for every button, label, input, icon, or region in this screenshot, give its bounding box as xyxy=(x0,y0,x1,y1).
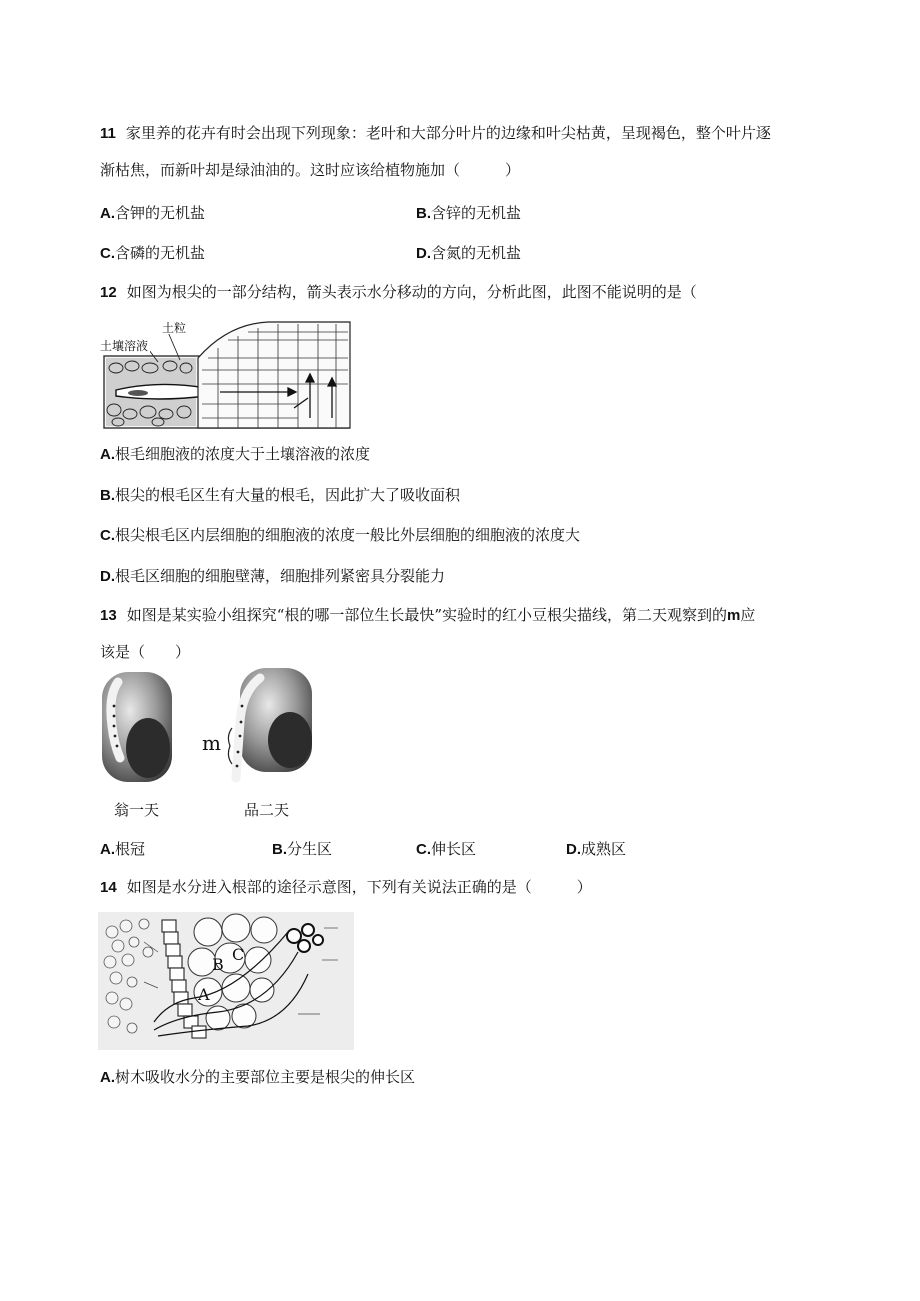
q11-option-b-text: 含锌的无机盐 xyxy=(431,204,522,222)
q12-option-c-text: 根尖根毛区内层细胞的细胞液的浓度一般比外层细胞的细胞液的浓度大 xyxy=(115,526,581,544)
water-path-diagram xyxy=(98,912,354,1050)
q13-option-b-label: B. xyxy=(272,841,287,858)
q11-stem-line1: 家里养的花卉有时会出现下列现象：老叶和大部分叶片的边缘和叶尖枯黄，呈现褐色，整个叶片逐 xyxy=(125,124,771,142)
q11-option-c-label: C. xyxy=(100,245,115,262)
q12-option-b-text: 根尖的根毛区生有大量的根毛，因此扩大了吸收面积 xyxy=(115,486,461,504)
q13-option-a-label: A. xyxy=(100,841,115,858)
caption-day-two: 品二天 xyxy=(244,801,290,819)
q14-option-a-text: 树木吸收水分的主要部位主要是根尖的伸长区 xyxy=(115,1068,416,1086)
q13-option-b-text: 分生区 xyxy=(287,840,333,858)
q12-option-b-label: B. xyxy=(100,487,115,504)
q13-number: 13 xyxy=(100,607,117,624)
q14-option-a-label: A. xyxy=(100,1069,115,1086)
q11-option-b-label: B. xyxy=(416,205,431,222)
q12-option-c-label: C. xyxy=(100,527,115,544)
q12-number: 12 xyxy=(100,284,117,301)
q13-option-d-text: 成熟区 xyxy=(581,840,627,858)
q14-stem-text: 如图是水分进入根部的途径示意图，下列有关说法正确的是（ ） xyxy=(126,878,592,896)
q13-option-d[interactable] xyxy=(566,838,626,859)
q11-option-c[interactable] xyxy=(100,242,205,263)
q13-stem-line1: 如图是某实验小组探究“根的哪一部位生长最快”实验时的红小豆根尖描线，第二天观察到的 xyxy=(126,606,728,624)
q11-option-a[interactable] xyxy=(100,202,205,223)
q11-option-b[interactable] xyxy=(416,202,521,223)
q13-option-c[interactable] xyxy=(416,838,476,859)
q12-option-b[interactable] xyxy=(100,484,460,505)
q12-option-d[interactable] xyxy=(100,565,445,586)
q14-number: 14 xyxy=(100,879,117,896)
q12-option-c[interactable] xyxy=(100,524,580,545)
q11-option-c-text: 含磷的无机盐 xyxy=(115,244,206,262)
letter-a: A xyxy=(198,985,210,1004)
q13-stem-line1-end: 应 xyxy=(740,606,756,624)
q13-option-a-text: 根冠 xyxy=(115,840,146,858)
q11-option-a-label: A. xyxy=(100,205,115,222)
q13-stem-cont xyxy=(100,643,820,661)
q13-option-d-label: D. xyxy=(566,841,581,858)
q12-stem xyxy=(100,283,820,302)
letter-b: B xyxy=(212,955,224,974)
q13-option-c-label: C. xyxy=(416,841,431,858)
q11-option-a-text: 含钾的无机盐 xyxy=(115,204,206,222)
bean-root-day-one xyxy=(98,666,176,786)
q14-stem xyxy=(100,878,820,897)
q13-option-a[interactable] xyxy=(100,838,145,859)
bean-root-day-two xyxy=(196,666,316,786)
q12-option-d-label: D. xyxy=(100,568,115,585)
caption-day-one: 翁一天 xyxy=(114,801,160,819)
q13-option-c-text: 伸长区 xyxy=(431,840,477,858)
q11-number: 11 xyxy=(100,125,116,142)
q11-option-d-text: 含氮的无机盐 xyxy=(431,244,522,262)
q13-stem-line2: 该是（ ） xyxy=(100,643,191,661)
q13-option-b[interactable] xyxy=(272,838,332,859)
q12-option-a-label: A. xyxy=(100,446,115,463)
q13-stem-m: m xyxy=(727,607,741,624)
q11-option-d-label: D. xyxy=(416,245,431,262)
letter-c: C xyxy=(232,945,245,964)
q12-option-d-text: 根毛区细胞的细胞壁薄，细胞排列紧密具分裂能力 xyxy=(115,567,446,585)
q12-option-a[interactable] xyxy=(100,443,370,464)
root-hair-diagram xyxy=(98,318,354,430)
q13-stem xyxy=(100,606,820,625)
q12-stem-text: 如图为根尖的一部分结构，箭头表示水分移动的方向，分析此图，此图不能说明的是（ xyxy=(126,283,697,301)
q11-option-d[interactable] xyxy=(416,242,521,263)
q14-option-a[interactable] xyxy=(100,1066,415,1087)
q12-option-a-text: 根毛细胞液的浓度大于土壤溶液的浓度 xyxy=(115,445,371,463)
q11-stem-cont xyxy=(100,161,820,179)
q11-stem-line2: 渐枯焦，而新叶却是绿油油的。这时应该给植物施加（ ） xyxy=(100,161,521,179)
q11-stem xyxy=(100,124,820,143)
label-soil-particle: 土粒 xyxy=(162,321,187,335)
label-soil-solution: 土壤溶液 xyxy=(100,339,149,353)
label-m: m xyxy=(202,731,221,755)
